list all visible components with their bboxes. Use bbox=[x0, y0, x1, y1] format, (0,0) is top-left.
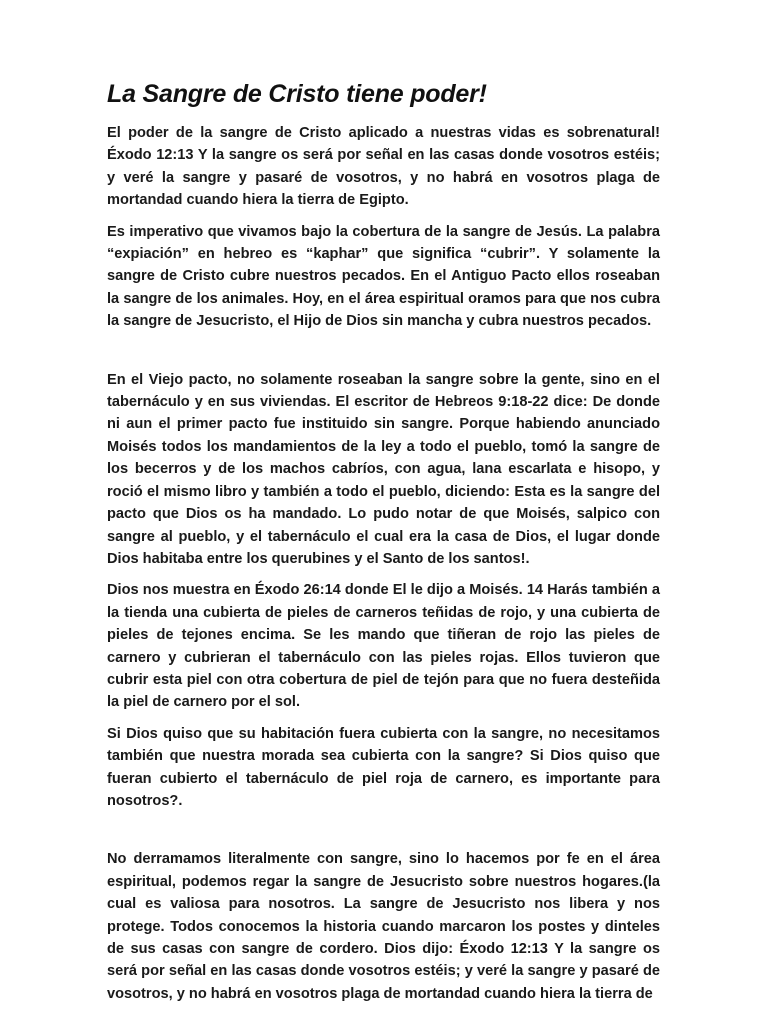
paragraph-4: Dios nos muestra en Éxodo 26:14 donde El le dijo a Moisés. 14 Harás también a la tienda una cubierta de pieles de carneros teñidas de rojo, y una cubierta de pieles de tejones encima. Se les mando que tiñeran de rojo las pieles de carnero y cubrieran el tabernáculo con las pieles rojas. Ellos tuvieron que cubrir esta piel con otra cobertura de piel de tejón para que no fuera desteñida la piel de carnero por el sol. bbox=[107, 582, 660, 711]
paragraph-1: El poder de la sangre de Cristo aplicado a nuestras vidas es sobrenatural! Éxodo 12:13 Y la sangre os será por señal en las casas donde vosotros estéis; y veré la sangre y pasaré de vosotros, y no habrá en vosotros plaga de mortandad cuando hiera la tierra de Egipto. bbox=[107, 125, 660, 209]
paragraph-3: En el Viejo pacto, no solamente roseaban la sangre sobre la gente, sino en el tabernáculo y en sus viviendas. El escritor de Hebreos 9:18-22 dice: De donde ni aun el primer pacto fue instituido sin sangre. Porque habiendo anunciado Moisés todos los mandamientos de la ley a todo el pueblo, tomó la sangre de los becerros y de los machos cabríos, con agua, lana escarlata e hisopo, y roció el mismo libro y también a todo el pueblo, diciendo: Esta es la sangre del pacto que Dios os ha mandado. Lo pudo notar de que Moisés, salpico con sangre al pueblo, y el tabernáculo el cual era la casa de Dios, el lugar donde Dios habitaba entre los querubines y el Santo de los santos!. bbox=[107, 371, 660, 567]
page-title: La Sangre de Cristo tiene poder! bbox=[107, 80, 487, 108]
section-spacer bbox=[107, 342, 660, 369]
paragraph-2: Es imperativo que vivamos bajo la cobertura de la sangre de Jesús. La palabra “expiación” en hebreo es “kaphar” que significa “cubrir”. Y solamente la sangre de Cristo cubre nuestros pecados. En el Antiguo Pacto ellos roseaban la sangre de los animales. Hoy, en el área espiritual oramos para que nos cubra la sangre de Jesucristo, el Hijo de Dios sin mancha y cubra nuestros pecados. bbox=[107, 223, 660, 330]
document-body bbox=[107, 78, 660, 1014]
paragraph-5: Si Dios quiso que su habitación fuera cubierta con la sangre, no necesitamos también que nuestra morada sea cubierta con la sangre? Si Dios quiso que fueran cubierto el tabernáculo de piel roja de carnero, es importante para nosotros?. bbox=[107, 725, 660, 809]
paragraph-6: No derramamos literalmente con sangre, sino lo hacemos por fe en el área espiritual, podemos regar la sangre de Jesucristo sobre nuestros hogares.(la cual es valiosa para nosotros. La sangre de Jesucristo nos libera y nos protege. Todos conocemos la historia cuando marcaron los postes y dinteles de sus casas con sangre de cordero. Dios dijo: Éxodo 12:13 Y la sangre os será por señal en las casas donde vosotros estéis; y veré la sangre y pasaré de vosotros, y no habrá en vosotros plaga de mortandad cuando hiera la tierra de bbox=[107, 851, 660, 1002]
section-spacer bbox=[107, 821, 660, 848]
